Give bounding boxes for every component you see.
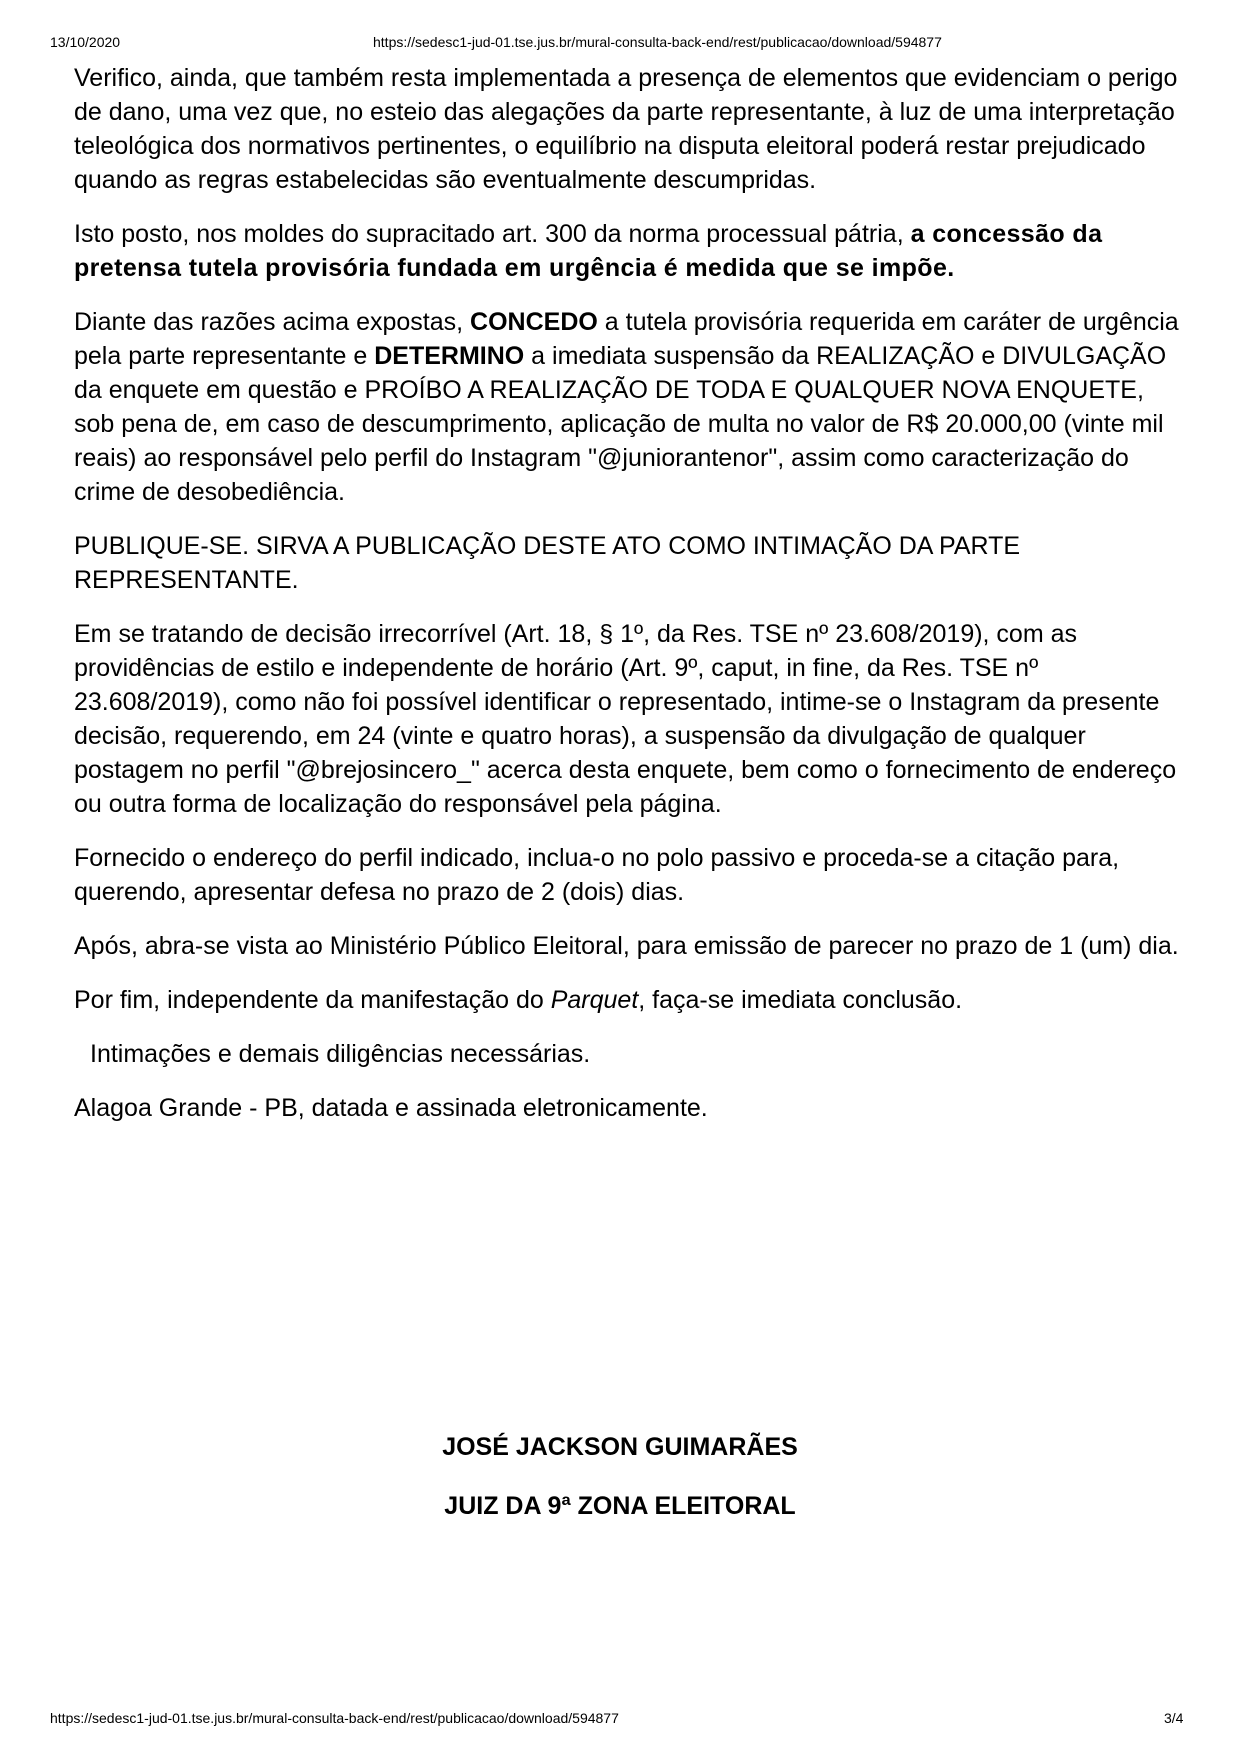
paragraph-intimacao-instagram: Em se tratando de decisão irrecorrível (Art. 18, § 1º, da Res. TSE nº 23.608/2019), com as providências de estilo e independente de horário (Art. 9º, caput, in fine, da Res. TSE nº 23.608/2019), como não foi possível identificar o representado, intime-se o Instagram da presente decisão, requerendo, em 24 (vinte e quatro horas), a suspensão da divulgação de qualquer postagem no perfil "@brejosincero_" acerca desta enquete, bem como o fornecimento de endereço ou outra forma de localização do responsável pela página. [74, 620, 1177, 818]
signature-title: JUIZ DA 9ª ZONA ELEITORAL [444, 1492, 796, 1520]
paragraph-perigo-de-dano: Verifico, ainda, que também resta implementada a presença de elementos que evidenciam o perigo de dano, uma vez que, no esteio das alegações da parte representante, à luz de uma interpretação teleológica dos normativos pertinentes, o equilíbrio na disputa eleitoral poderá restar prejudicado quando as regras estabelecidas são eventualmente descumpridas. [74, 64, 1178, 194]
document-body [74, 61, 1190, 1145]
conclusao-text-1: Por fim, independente da manifestação do [74, 986, 551, 1014]
concedo-bold: CONCEDO [470, 308, 598, 336]
decisao-text-1: Diante das razões acima expostas, [74, 308, 471, 336]
decisao-text-2: a tutela provisória requerida em caráter de urgência pela parte representante e [74, 308, 1179, 370]
paragraph-isto-posto-bold: a concessão da pretensa tutela provisória fundada em urgência é medida que se impõe. [74, 220, 1103, 282]
footer-url: https://sedesc1-jud-01.tse.jus.br/mural-consulta-back-end/rest/publicacao/download/594877 [50, 1710, 619, 1726]
paragraph-publique-se: PUBLIQUE-SE. SIRVA A PUBLICAÇÃO DESTE ATO COMO INTIMAÇÃO DA PARTE REPRESENTANTE. [74, 532, 1021, 594]
paragraph-isto-posto [74, 217, 1190, 285]
header-url: https://sedesc1-jud-01.tse.jus.br/mural-consulta-back-end/rest/publicacao/download/594877 [373, 34, 942, 50]
paragraph-decisao [74, 305, 1190, 509]
paragraph-ministerio-publico: Após, abra-se vista ao Ministério Público Eleitoral, para emissão de parecer no prazo de 1 (um) dia. [74, 932, 1179, 960]
conclusao-text-2: , faça-se imediata conclusão. [638, 986, 963, 1014]
parquet-italic: Parquet [550, 986, 639, 1014]
paragraph-intimacoes: Intimações e demais diligências necessárias. [90, 1040, 591, 1068]
determino-bold: DETERMINO [374, 342, 525, 370]
footer-page-number: 3/4 [1164, 1710, 1184, 1726]
paragraph-local-data: Alagoa Grande - PB, datada e assinada eletronicamente. [74, 1094, 708, 1122]
decisao-text-3: a imediata suspensão da REALIZAÇÃO e DIVULGAÇÃO da enquete em questão e PROÍBO A REALIZAÇÃO DE TODA E QUALQUER NOVA ENQUETE, sob pena de, em caso de descumprimento, aplicação de multa no valor de R$ 20.000,00 (vinte mil reais) ao responsável pelo perfil do Instagram "@juniorantenor", assim como caracterização do crime de desobediência. [74, 342, 1167, 506]
signature-name: JOSÉ JACKSON GUIMARÃES [442, 1433, 798, 1461]
paragraph-citacao: Fornecido o endereço do perfil indicado, inclua-o no polo passivo e proceda-se a citação para, querendo, apresentar defesa no prazo de 2 (dois) dias. [74, 844, 1120, 906]
paragraph-isto-posto-text: Isto posto, nos moldes do supracitado art. 300 da norma processual pátria, [74, 220, 911, 248]
paragraph-conclusao [74, 983, 1190, 1017]
header-date: 13/10/2020 [50, 34, 121, 50]
